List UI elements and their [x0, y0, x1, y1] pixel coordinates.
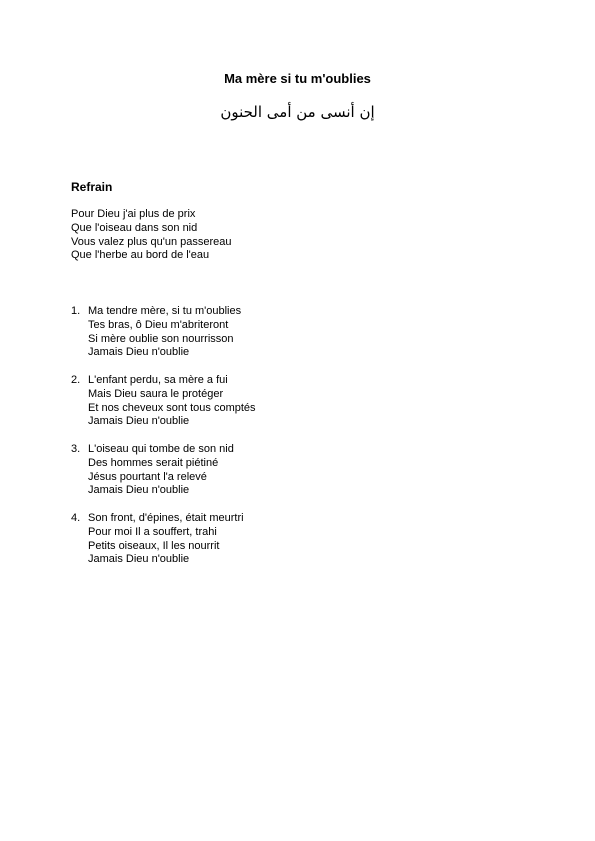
verse-3	[71, 443, 256, 498]
verse-line: Jamais Dieu n'oublie	[88, 346, 190, 359]
verse-line: Jamais Dieu n'oublie	[88, 484, 190, 497]
verse-2	[71, 374, 256, 429]
verse-1	[71, 305, 256, 360]
verse-line: Jamais Dieu n'oublie	[88, 415, 190, 428]
refrain-heading: Refrain	[71, 180, 113, 194]
verse-line: Ma tendre mère, si tu m'oublies	[88, 305, 242, 317]
verses-list	[71, 305, 256, 581]
refrain-block	[71, 208, 232, 263]
verse-line: Pour moi Il a souffert, trahi	[88, 525, 217, 538]
verse-line: L'oiseau qui tombe de son nid	[88, 442, 234, 455]
refrain-line: Pour Dieu j'ai plus de prix	[71, 208, 196, 220]
verse-line: L'enfant perdu, sa mère a fui	[88, 373, 228, 386]
song-title: Ma mère si tu m'oublies	[224, 71, 371, 86]
verse-line: Tes bras, ô Dieu m'abriteront	[88, 318, 229, 331]
verse-number: 4.	[71, 511, 81, 524]
verse-line: Mais Dieu saura le protéger	[88, 387, 224, 400]
verse-number: 1.	[71, 305, 81, 317]
verse-4	[71, 512, 256, 567]
verse-line: Si mère oublie son nourrisson	[88, 332, 234, 345]
verse-line: Jésus pourtant l'a relevé	[88, 470, 207, 483]
verse-line: Petits oiseaux, Il les nourrit	[88, 539, 220, 552]
verse-line: Son front, d'épines, était meurtri	[88, 511, 244, 524]
refrain-line: Vous valez plus qu'un passereau	[71, 235, 232, 248]
verse-number: 3.	[71, 442, 81, 455]
verse-number: 2.	[71, 373, 81, 386]
verse-line: Des hommes serait piétiné	[88, 456, 219, 469]
refrain-line: Que l'herbe au bord de l'eau	[71, 249, 210, 262]
verse-line: Et nos cheveux sont tous comptés	[88, 401, 256, 414]
verse-line: Jamais Dieu n'oublie	[88, 553, 190, 566]
song-subtitle-arabic: إن أنسى من أمى الحنون	[220, 103, 375, 121]
refrain-line: Que l'oiseau dans son nid	[71, 221, 198, 234]
